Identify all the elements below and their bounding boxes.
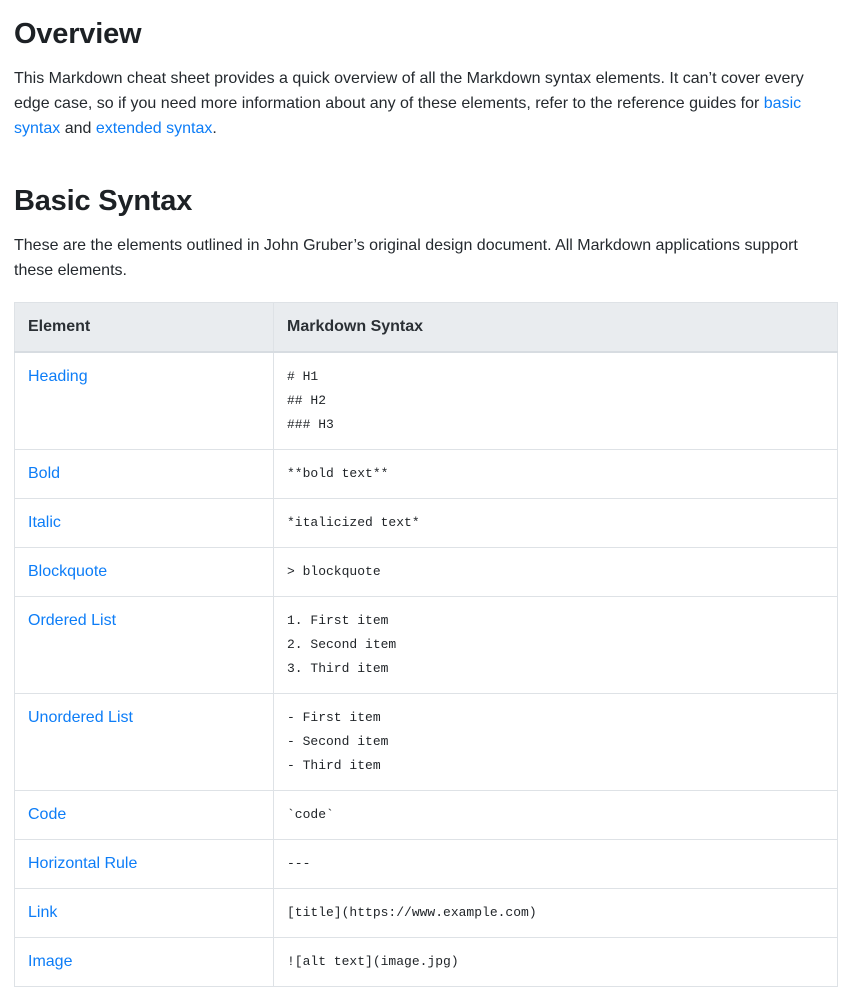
overview-intro-connector: and bbox=[60, 119, 96, 137]
element-column-header: Element bbox=[15, 302, 274, 352]
syntax-line: - Second item bbox=[287, 733, 389, 749]
element-cell bbox=[15, 547, 274, 596]
basic-syntax-link[interactable]: basic syntax bbox=[14, 94, 802, 137]
overview-intro-text: This Markdown cheat sheet provides a quick overview of all the Markdown syntax elements. It can’t cover every edge case, so if you need more information about any of these elements, refer to the reference guides for bbox=[14, 70, 804, 112]
syntax-cell bbox=[274, 839, 838, 888]
syntax-line: `code` bbox=[287, 806, 334, 822]
syntax-column-header: Markdown Syntax bbox=[274, 302, 838, 352]
element-cell bbox=[15, 498, 274, 547]
ordered-list-link[interactable]: Ordered List bbox=[28, 611, 117, 629]
syntax-cell bbox=[274, 498, 838, 547]
syntax-cell bbox=[274, 888, 838, 937]
table-row bbox=[15, 839, 838, 888]
syntax-line: ## H2 bbox=[287, 392, 327, 408]
syntax-line: ![alt text](image.jpg) bbox=[287, 953, 459, 969]
table-header-row bbox=[15, 302, 838, 352]
element-cell bbox=[15, 693, 274, 790]
syntax-line: # H1 bbox=[287, 368, 319, 384]
element-cell bbox=[15, 888, 274, 937]
extended-syntax-link[interactable]: extended syntax bbox=[95, 119, 213, 137]
table-row bbox=[15, 449, 838, 498]
overview-heading: Overview bbox=[14, 18, 142, 50]
table-row bbox=[15, 596, 838, 693]
overview-intro bbox=[14, 67, 838, 141]
blockquote-link[interactable]: Blockquote bbox=[28, 562, 108, 580]
syntax-line: **bold text** bbox=[287, 465, 389, 481]
syntax-line: 2. Second item bbox=[287, 636, 397, 652]
syntax-line: [title](https://www.example.com) bbox=[287, 904, 537, 920]
table-row bbox=[15, 693, 838, 790]
image-link[interactable]: Image bbox=[28, 952, 73, 970]
table-row bbox=[15, 547, 838, 596]
syntax-cell bbox=[274, 937, 838, 986]
element-cell bbox=[15, 596, 274, 693]
code-link[interactable]: Code bbox=[28, 805, 67, 823]
syntax-line: 1. First item bbox=[287, 612, 389, 628]
element-cell bbox=[15, 937, 274, 986]
syntax-cell bbox=[274, 547, 838, 596]
content-area bbox=[14, 0, 838, 987]
table-row bbox=[15, 790, 838, 839]
element-cell bbox=[15, 449, 274, 498]
basic-syntax-intro: These are the elements outlined in John Gruber’s original design document. All Markdown applications support these elements. bbox=[14, 237, 798, 280]
table-row bbox=[15, 352, 838, 450]
table-row bbox=[15, 888, 838, 937]
syntax-line: ### H3 bbox=[287, 416, 334, 432]
syntax-line: --- bbox=[287, 855, 311, 871]
overview-intro-period: . bbox=[212, 119, 217, 137]
element-cell bbox=[15, 352, 274, 450]
syntax-cell bbox=[274, 596, 838, 693]
unordered-list-link[interactable]: Unordered List bbox=[28, 708, 133, 726]
syntax-cell bbox=[274, 352, 838, 450]
basic-syntax-heading: Basic Syntax bbox=[14, 185, 193, 218]
syntax-cell bbox=[274, 449, 838, 498]
syntax-cell bbox=[274, 693, 838, 790]
syntax-table bbox=[14, 302, 838, 987]
horizontal-rule-link[interactable]: Horizontal Rule bbox=[28, 854, 138, 872]
element-cell bbox=[15, 839, 274, 888]
table-row bbox=[15, 937, 838, 986]
heading-link[interactable]: Heading bbox=[28, 367, 88, 385]
element-cell bbox=[15, 790, 274, 839]
syntax-line: *italicized text* bbox=[287, 514, 420, 530]
syntax-line: 3. Third item bbox=[287, 660, 389, 676]
table-row bbox=[15, 498, 838, 547]
bold-link[interactable]: Bold bbox=[28, 464, 61, 482]
syntax-line: > blockquote bbox=[287, 563, 381, 579]
link-link[interactable]: Link bbox=[28, 903, 58, 921]
syntax-line: - Third item bbox=[287, 757, 381, 773]
syntax-cell bbox=[274, 790, 838, 839]
italic-link[interactable]: Italic bbox=[28, 513, 61, 531]
syntax-line: - First item bbox=[287, 709, 381, 725]
